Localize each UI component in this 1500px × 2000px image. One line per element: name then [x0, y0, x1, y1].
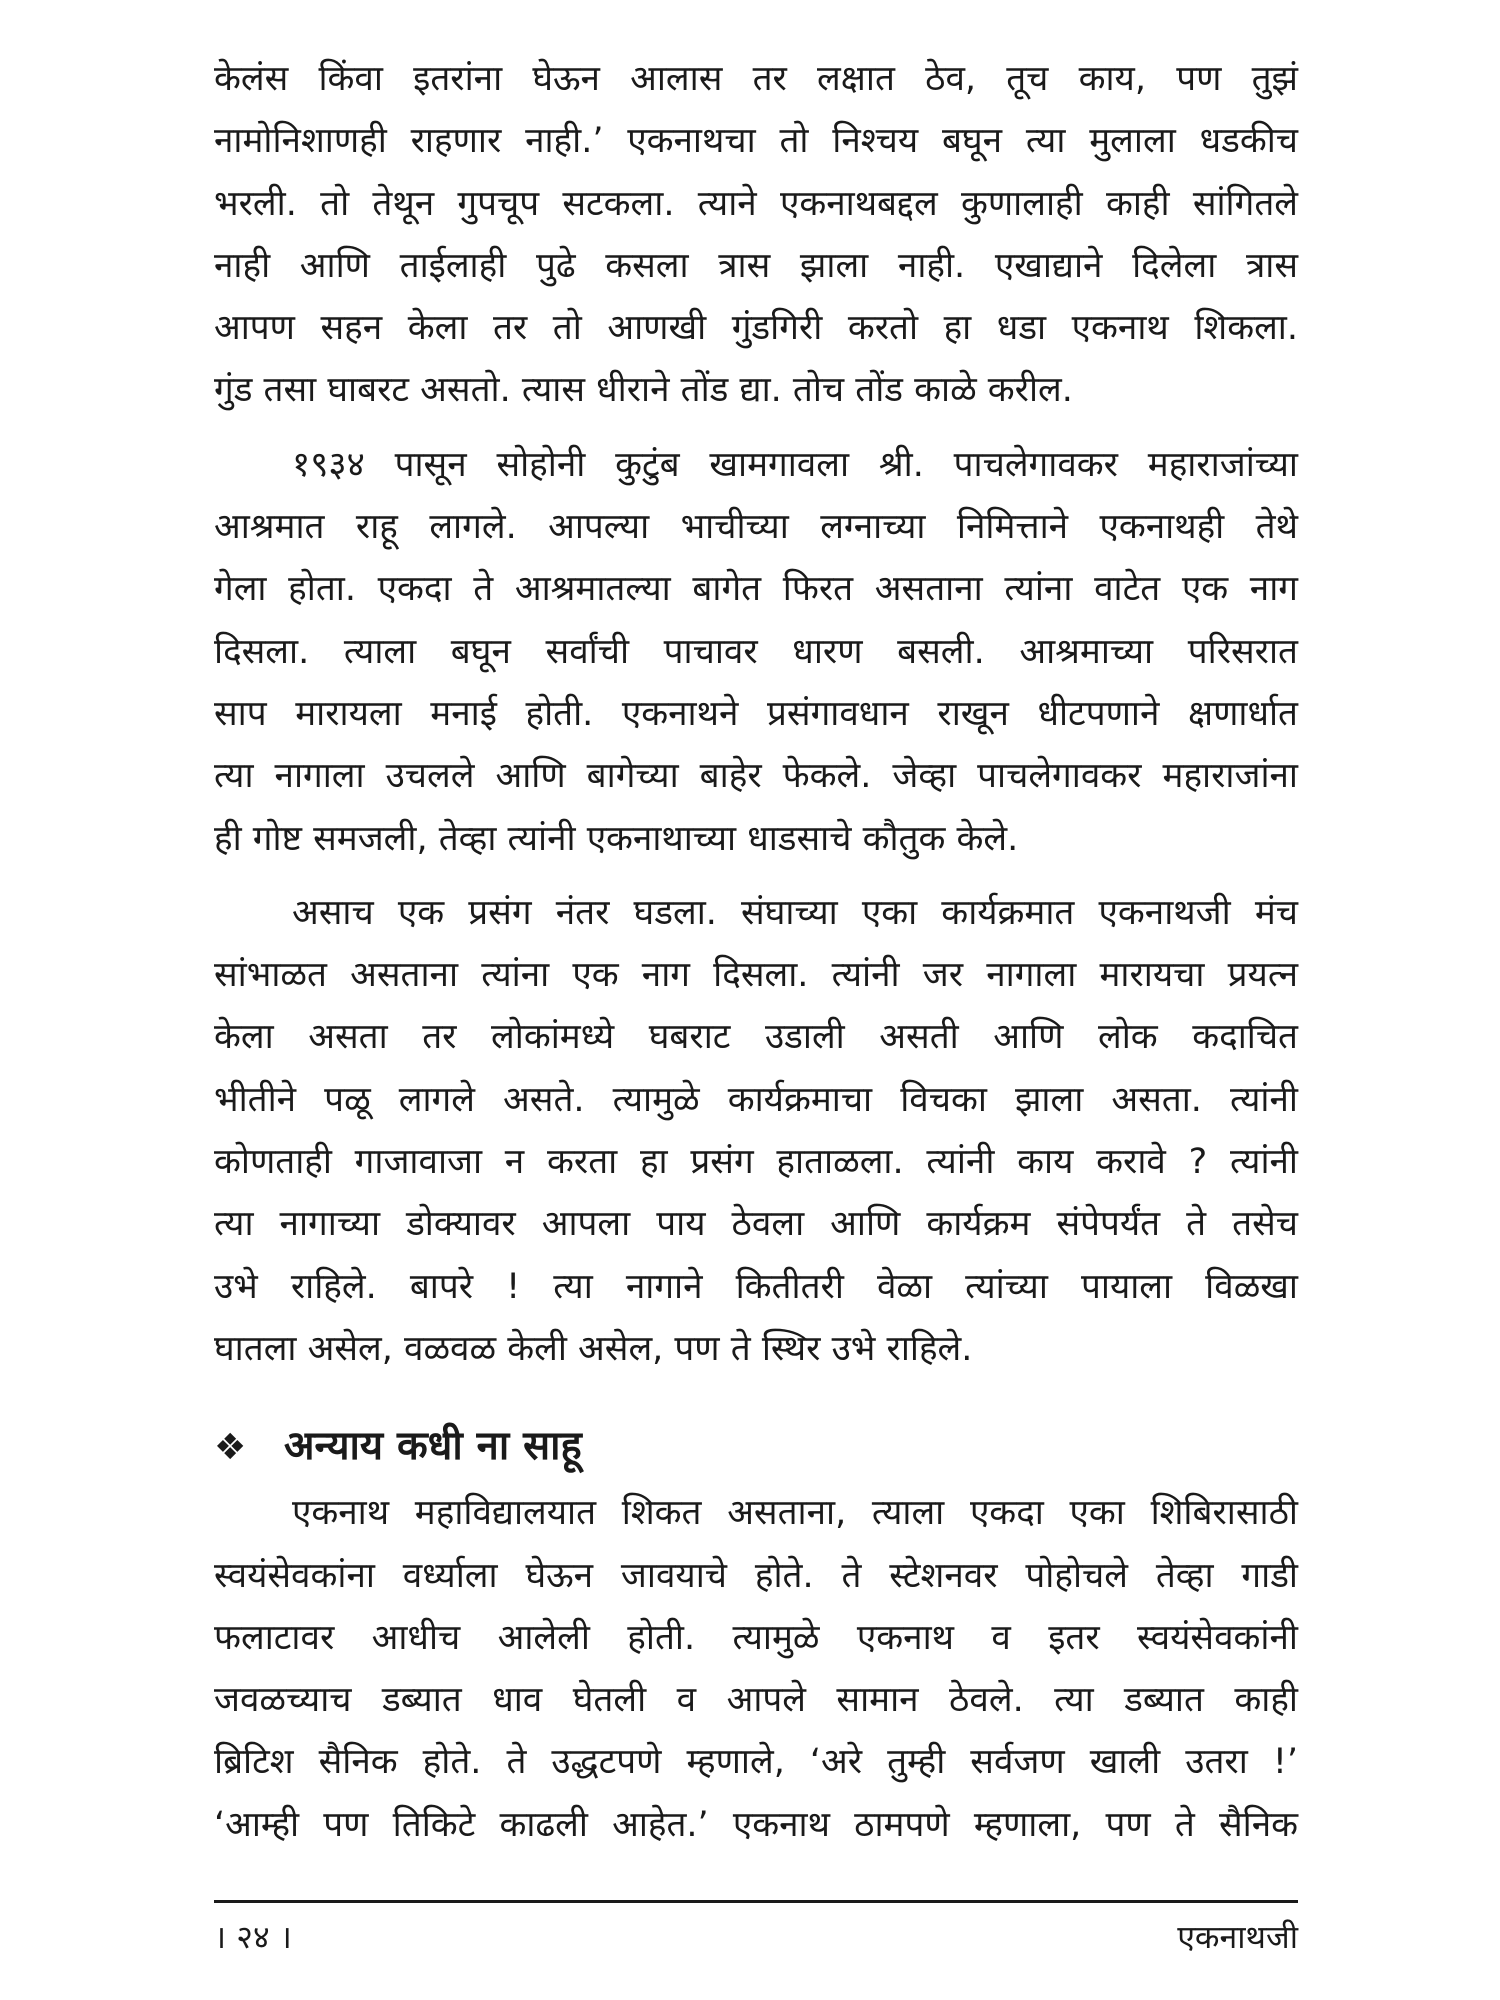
text-line: १९३४ पासून सोहोनी कुटुंब खामगावला श्री. पाचलेगावकर महाराजांच्या: [292, 444, 1298, 485]
text-line: त्या नागाच्या डोक्यावर आपला पाय ठेवला आणि कार्यक्रम संपेपर्यंत ते तसेच: [214, 1204, 1298, 1245]
page-footer: [214, 1912, 1298, 1962]
paragraph-1: [214, 48, 1298, 422]
text-line: स्वयंसेवकांना वर्ध्याला घेऊन जावयाचे होते. ते स्टेशनवर पोहोचले तेव्हा गाडी: [214, 1555, 1298, 1596]
text-line: ‘आम्ही पण तिकिटे काढली आहेत.’ एकनाथ ठामपणे म्हणाला, पण ते सैनिक: [214, 1804, 1298, 1845]
paragraph-3: [214, 882, 1298, 1380]
diamond-bullet-icon: ❖: [214, 1427, 247, 1469]
text-line: गेला होता. एकदा ते आश्रमातल्या बागेत फिरत असताना त्यांना वाटेत एक नाग: [214, 569, 1298, 610]
text-line: साप मारायला मनाई होती. एकनाथने प्रसंगावधान राखून धीटपणाने क्षणार्धात: [214, 693, 1298, 734]
text-line: सांभाळत असताना त्यांना एक नाग दिसला. त्यांनी जर नागाला मारायचा प्रयत्न: [214, 955, 1298, 996]
text-line: एकनाथ महाविद्यालयात शिकत असताना, त्याला एकदा एका शिबिरासाठी: [292, 1493, 1298, 1534]
text-line: आपण सहन केला तर तो आणखी गुंडगिरी करतो हा धडा एकनाथ शिकला.: [214, 308, 1298, 349]
text-line: केला असता तर लोकांमध्ये घबराट उडाली असती आणि लोक कदाचित: [214, 1017, 1298, 1058]
text-line: केलंस किंवा इतरांना घेऊन आलास तर लक्षात ठेव, तूच काय, पण तुझं: [214, 59, 1298, 99]
text-line: नामोनिशाणही राहणार नाही.’ एकनाथचा तो निश्चय बघून त्या मुलाला धडकीच: [214, 121, 1298, 162]
page-number: । २४ ।: [214, 1918, 292, 1956]
text-line: भीतीने पळू लागले असते. त्यामुळे कार्यक्रमाचा विचका झाला असता. त्यांनी: [214, 1079, 1298, 1120]
text-line: उभे राहिले. बापरे ! त्या नागाने कितीतरी वेळा त्यांच्या पायाला विळखा: [214, 1266, 1298, 1307]
book-title: एकनाथजी: [1177, 1918, 1298, 1956]
text-line: ब्रिटिश सैनिक होते. ते उद्धटपणे म्हणाले, ‘अरे तुम्ही सर्वजण खाली उतरा !’: [214, 1742, 1298, 1783]
text-line: आश्रमात राहू लागले. आपल्या भाचीच्या लग्नाच्या निमित्ताने एकनाथही तेथे: [214, 507, 1298, 548]
page-body: [214, 48, 1298, 1856]
text-line: नाही आणि ताईलाही पुढे कसला त्रास झाला नाही. एखाद्याने दिलेला त्रास: [214, 245, 1298, 286]
text-line: जवळच्याच डब्यात धाव घेतली व आपले सामान ठेवले. त्या डब्यात काही: [214, 1680, 1298, 1721]
section-heading: [214, 1410, 1298, 1482]
text-line: गुंड तसा घाबरट असतो. त्यास धीराने तोंड द्या. तोच तोंड काळे करील.: [214, 370, 1073, 411]
text-line: त्या नागाला उचलले आणि बागेच्या बाहेर फेकले. जेव्हा पाचलेगावकर महाराजांना: [214, 756, 1298, 797]
text-line: असाच एक प्रसंग नंतर घडला. संघाच्या एका कार्यक्रमात एकनाथजी मंच: [292, 892, 1298, 933]
text-line: फलाटावर आधीच आलेली होती. त्यामुळे एकनाथ व इतर स्वयंसेवकांनी: [214, 1617, 1298, 1658]
text-line: ही गोष्ट समजली, तेव्हा त्यांनी एकनाथाच्या धाडसाचे कौतुक केले.: [214, 818, 1019, 859]
paragraph-2: [214, 434, 1298, 870]
paragraph-4: [214, 1482, 1298, 1856]
text-line: घातला असेल, वळवळ केली असेल, पण ते स्थिर उभे राहिले.: [214, 1328, 973, 1369]
text-line: कोणताही गाजावाजा न करता हा प्रसंग हाताळला. त्यांनी काय करावे ? त्यांनी: [214, 1142, 1298, 1183]
section-heading-title: अन्याय कधी ना साहू: [284, 1423, 582, 1470]
text-line: दिसला. त्याला बघून सर्वांची पाचावर धारण बसली. आश्रमाच्या परिसरात: [214, 631, 1298, 672]
text-line: भरली. तो तेथून गुपचूप सटकला. त्याने एकनाथबद्दल कुणालाही काही सांगितले: [214, 183, 1298, 224]
footer-divider: [214, 1900, 1298, 1903]
